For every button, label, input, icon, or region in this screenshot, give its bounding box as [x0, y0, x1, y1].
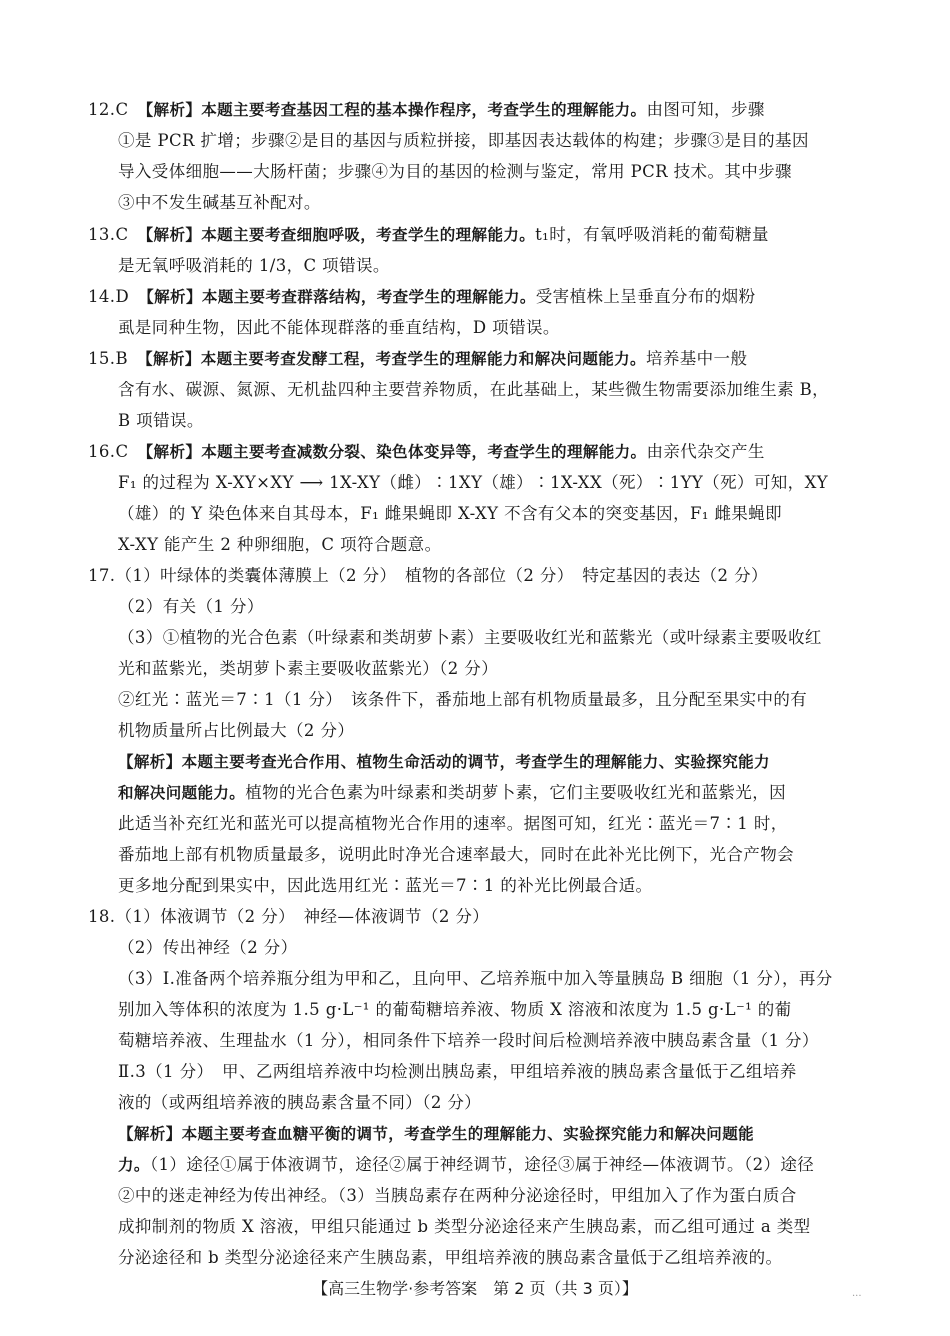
q17-analysis-line-3: 番茄地上部有机物质量最多，说明此时净光合速率最大，同时在此补光比例下，光合产物会 — [118, 845, 794, 864]
q15-line-1: 15.B 【解析】本题主要考查发酵工程，考查学生的理解能力和解决问题能力。培养基中一般 — [88, 349, 748, 368]
q17-analysis-line-2: 此适当补充红光和蓝光可以提高植物光合作用的速率。据图可知，红光∶蓝光＝7∶1 时， — [118, 814, 788, 833]
q18-line-2: （2）传出神经（2 分） — [118, 938, 298, 957]
q17-line-4: 光和蓝紫光，类胡萝卜素主要吸收蓝紫光）（2 分） — [118, 659, 499, 678]
corner-mark: ... — [852, 1288, 862, 1299]
q12-line-3: 导入受体细胞——大肠杆菌；步骤④为目的基因的检测与鉴定，常用 PCR 技术。其中步骤 — [118, 162, 792, 181]
q17-line-6: 机物质量所占比例最大（2 分） — [118, 721, 355, 740]
q16-line-3: （雄）的 Y 染色体来自其母本，F₁ 雌果蝇即 X-XY 不含有父本的突变基因，F₁ 雌果蝇即 — [118, 504, 783, 523]
q18-analysis-heading: 【解析】本题主要考查血糖平衡的调节，考查学生的理解能力、实验探究能力和解决问题能 — [118, 1125, 755, 1143]
q18-analysis-line-2: ②中的迷走神经为传出神经。（3）当胰岛素存在两种分泌途径时，甲组加入了作为蛋白质合 — [118, 1186, 797, 1205]
q18-line-3: （3）Ⅰ.准备两个培养瓶分组为甲和乙，且向甲、乙培养瓶中加入等量胰岛 B 细胞（1 分），再分 — [118, 969, 833, 988]
q14-line-2: 虱是同种生物，因此不能体现群落的垂直结构，D 项错误。 — [118, 318, 560, 337]
q18-line-5: 萄糖培养液、生理盐水（1 分），相同条件下培养一段时间后检测培养液中胰岛素含量（1 分） — [118, 1031, 819, 1050]
q14-line-1: 14.D 【解析】本题主要考查群落结构，考查学生的理解能力。受害植株上呈垂直分布的烟粉 — [88, 287, 756, 306]
q17-line-2: （2）有关（1 分） — [118, 597, 264, 616]
q15-line-2: 含有水、碳源、氮源、无机盐四种主要营养物质，在此基础上，某些微生物需要添加维生素 B， — [118, 380, 830, 399]
q17-analysis-line-1: 和解决问题能力。植物的光合色素为叶绿素和类胡萝卜素，它们主要吸收红光和蓝紫光，因 — [118, 783, 787, 802]
q18-line-1: 18.（1）体液调节（2 分） 神经—体液调节（2 分） — [88, 907, 490, 926]
q12-line-2: ①是 PCR 扩增；步骤②是目的基因与质粒拼接，即基因表达载体的构建；步骤③是目的基因 — [118, 131, 809, 150]
q17-analysis-line-4: 更多地分配到果实中，因此选用红光∶蓝光＝7∶1 的补光比例最合适。 — [118, 876, 653, 895]
q12-line-4: ③中不发生碱基互补配对。 — [118, 193, 321, 212]
q18-line-4: 别加入等体积的浓度为 1.5 g·L⁻¹ 的葡萄糖培养液、物质 X 溶液和浓度为 1.5 g·L⁻¹ 的葡 — [118, 1000, 792, 1019]
q18-analysis-line-3: 成抑制剂的物质 X 溶液，甲组只能通过 b 类型分泌途径来产生胰岛素，而乙组可通过 a 类型 — [118, 1217, 811, 1236]
q16-line-1: 16.C 【解析】本题主要考查减数分裂、染色体变异等，考查学生的理解能力。由亲代杂交产生 — [88, 442, 765, 461]
q13-line-1: 13.C 【解析】本题主要考查细胞呼吸，考查学生的理解能力。t₁时，有氧呼吸消耗的葡萄糖量 — [88, 225, 769, 244]
q16-line-2: F₁ 的过程为 X-XY×XY ⟶ 1X-XY（雌）∶1XY（雄）∶1X-XX（死）∶1YY（死）可知，XY — [118, 473, 829, 492]
q18-line-6: Ⅱ.3（1 分） 甲、乙两组培养液中均检测出胰岛素，甲组培养液的胰岛素含量低于乙组培养 — [118, 1062, 797, 1081]
q18-analysis-line-4: 分泌途径和 b 类型分泌途径来产生胰岛素，甲组培养液的胰岛素含量低于乙组培养液的。 — [118, 1248, 783, 1267]
q16-line-4: X-XY 能产生 2 种卵细胞，C 项符合题意。 — [118, 535, 442, 554]
q17-analysis-heading: 【解析】本题主要考查光合作用、植物生命活动的调节，考查学生的理解能力、实验探究能力 — [118, 753, 770, 771]
q13-line-2: 是无氧呼吸消耗的 1/3，C 项错误。 — [118, 256, 390, 275]
q15-line-3: B 项错误。 — [118, 411, 204, 430]
q17-line-1: 17.（1）叶绿体的类囊体薄膜上（2 分） 植物的各部位（2 分） 特定基因的表达（2 分） — [88, 566, 768, 585]
q12-line-1: 12.C 【解析】本题主要考查基因工程的基本操作程序，考查学生的理解能力。由图可知，步骤 — [88, 100, 765, 119]
q17-line-5: ②红光∶蓝光＝7∶1（1 分） 该条件下，番茄地上部有机物质量最多，且分配至果实中的有 — [118, 690, 808, 709]
page-footer: 【高三生物学·参考答案 第 2 页（共 3 页）】 — [312, 1279, 638, 1298]
q18-line-7: 液的（或两组培养液的胰岛素含量不同）（2 分） — [118, 1093, 482, 1112]
q18-analysis-line-1: 力。（1）途径①属于体液调节，途径②属于神经调节，途径③属于神经—体液调节。（2）途径 — [118, 1155, 815, 1174]
q17-line-3: （3）①植物的光合色素（叶绿素和类胡萝卜素）主要吸收红光和蓝紫光（或叶绿素主要吸收红 — [118, 628, 822, 647]
